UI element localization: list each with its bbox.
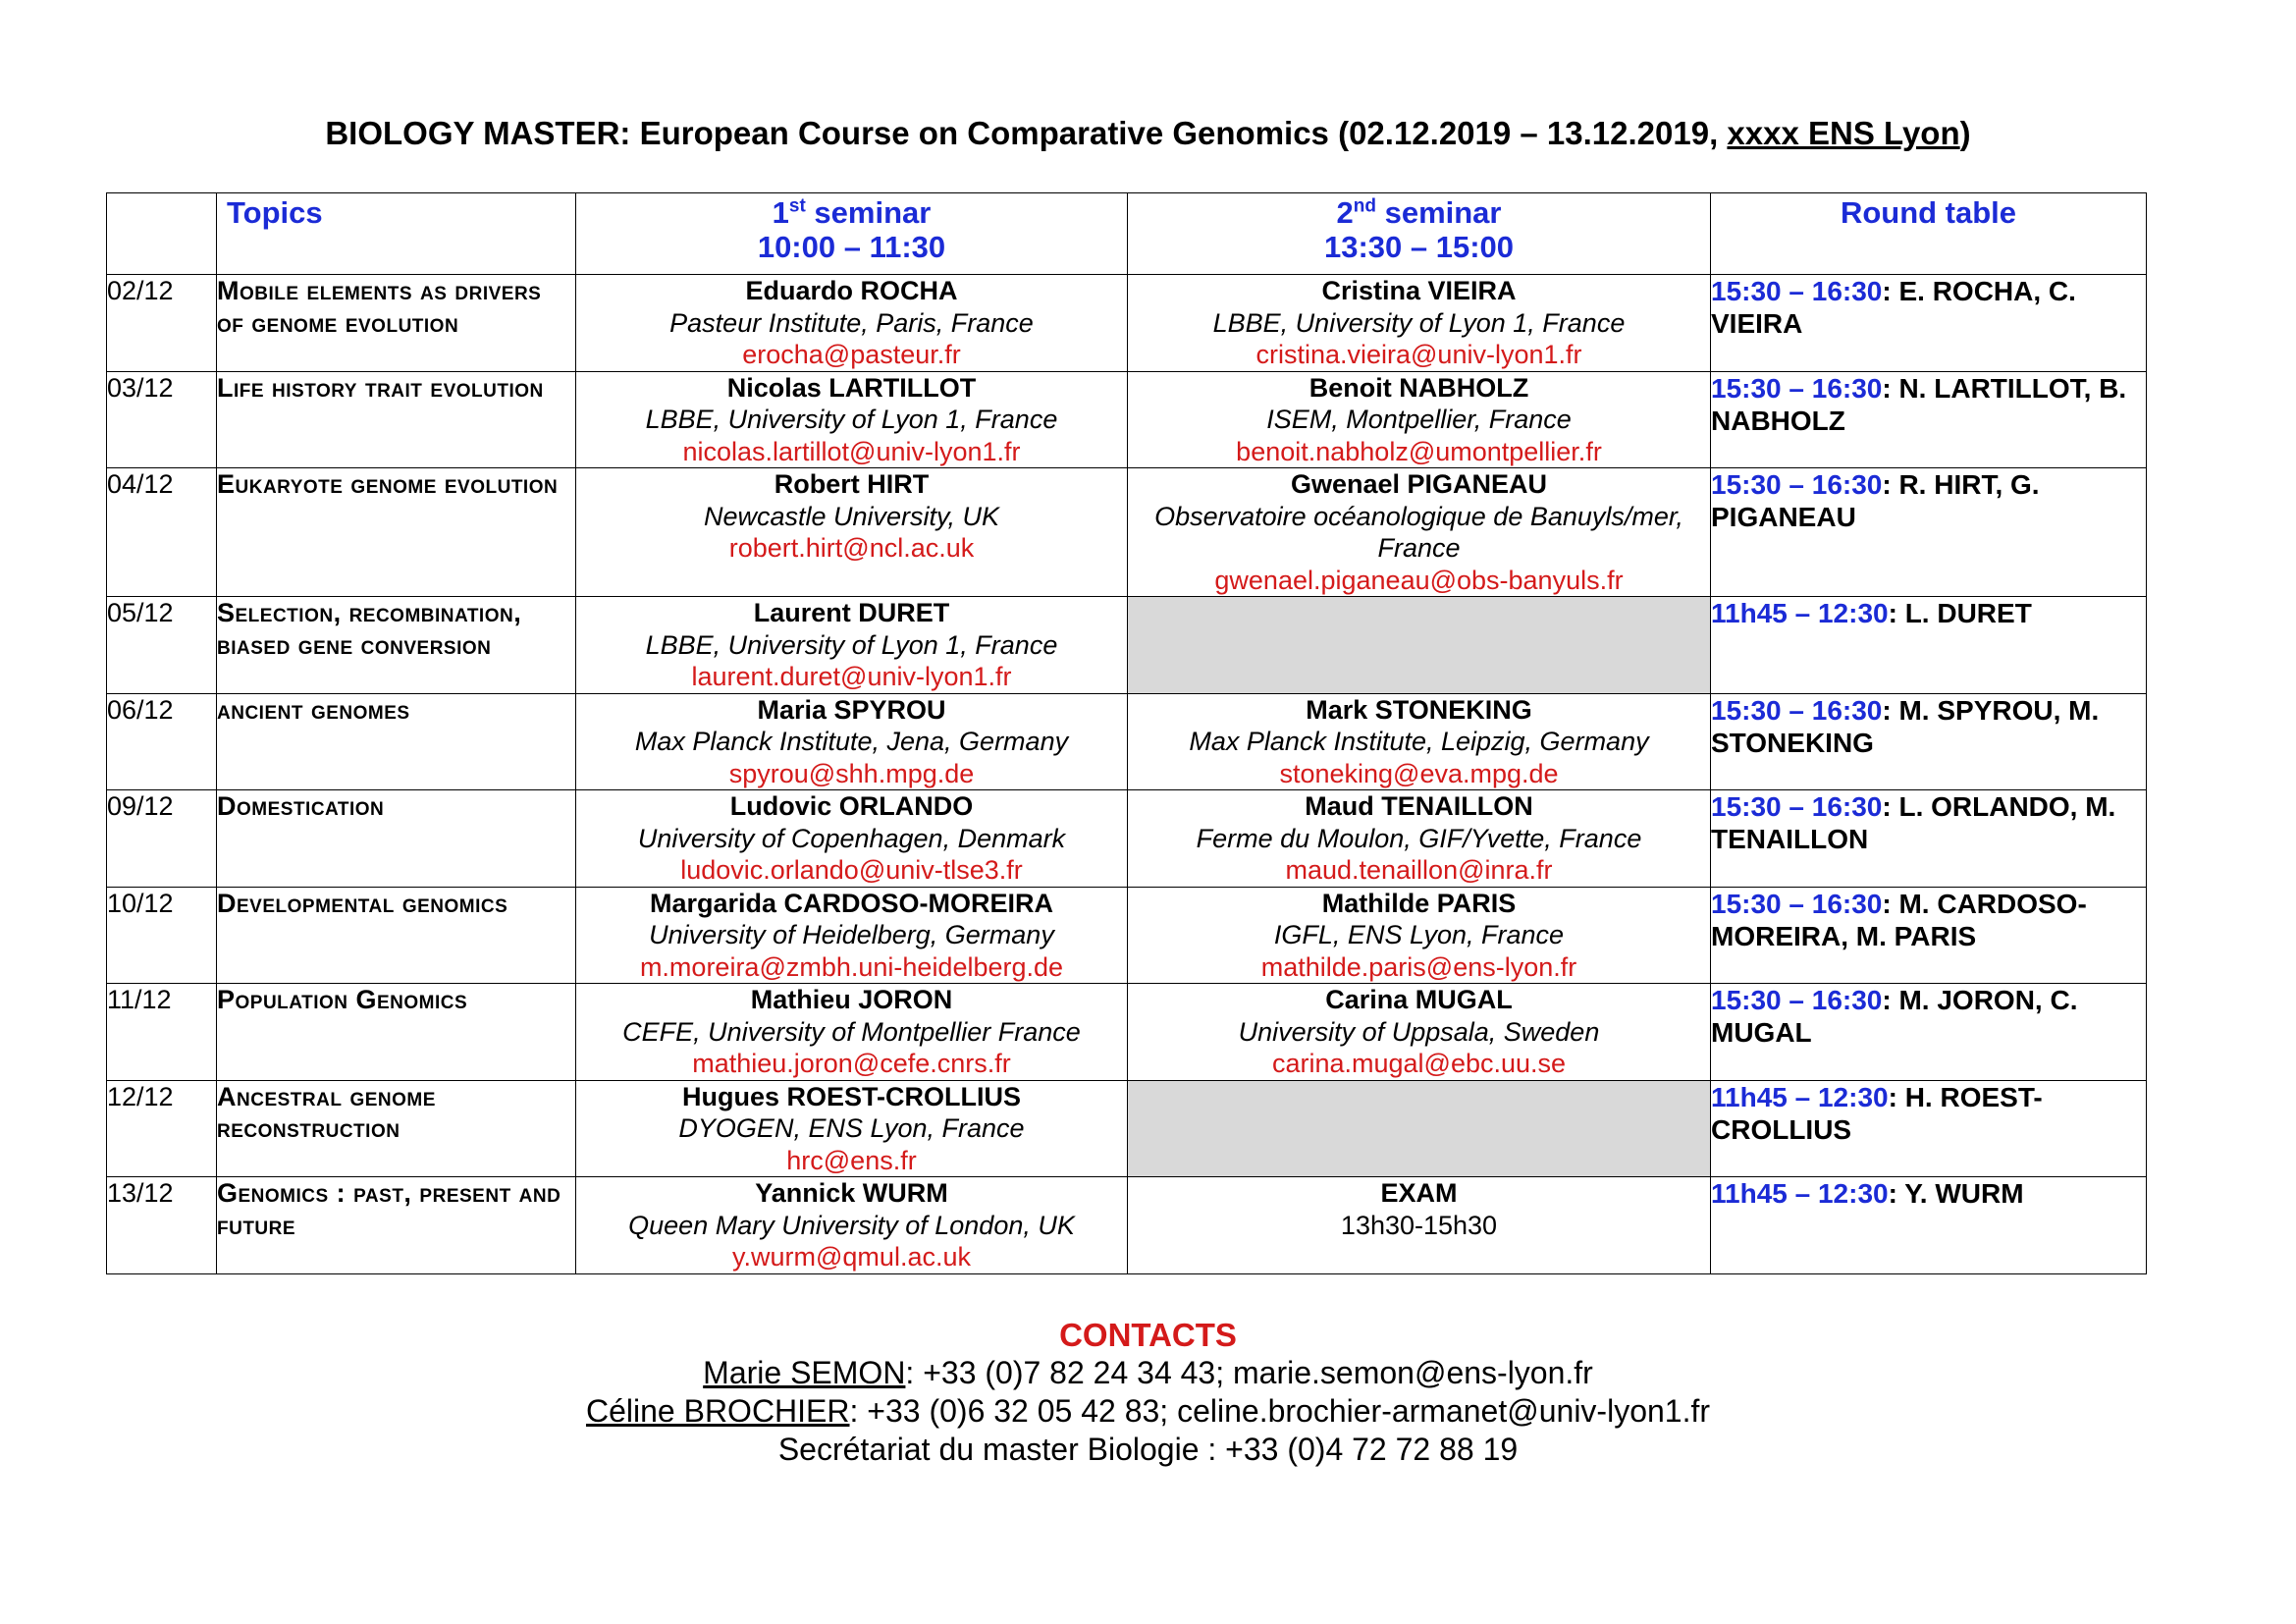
table-row <box>107 597 2147 694</box>
round-table-time: 11h45 – 12:30 <box>1711 1081 1889 1112</box>
round-table-time: 11h45 – 12:30 <box>1711 598 1889 628</box>
row-topic: Life history trait evolution <box>217 371 576 468</box>
round-table-speakers: : M. CARDOSO-MOREIRA, M. PARIS <box>1711 888 2087 951</box>
seminar-2-empty-cell <box>1128 597 1711 694</box>
row-topic: Developmental genomics <box>217 887 576 984</box>
round-table-time: 15:30 – 16:30 <box>1711 791 1883 822</box>
title-place: xxxx ENS Lyon <box>1727 115 1960 151</box>
table-row <box>107 371 2147 468</box>
seminar-1-time: 10:00 – 11:30 <box>757 230 946 264</box>
speaker-email[interactable]: m.moreira@zmbh.uni-heidelberg.de <box>639 951 1064 982</box>
speaker-name: Benoit NABHOLZ <box>1308 372 1529 403</box>
title-main: BIOLOGY MASTER: European Course on Comparative Genomics (02.12.2019 – 13.12.2019, <box>325 115 1728 151</box>
seminar-1-cell <box>576 371 1128 468</box>
speaker-name: Mark STONEKING <box>1306 694 1532 725</box>
round-table-cell <box>1711 1177 2147 1274</box>
row-date: 12/12 <box>107 1080 217 1177</box>
contacts-section <box>0 1316 2296 1469</box>
title-end: ) <box>1959 115 1971 151</box>
speaker-name: Cristina VIEIRA <box>1321 276 1517 305</box>
speaker-affiliation: Newcastle University, UK <box>703 501 1000 531</box>
speaker-email[interactable]: hrc@ens.fr <box>786 1145 917 1175</box>
round-table-speakers: : R. HIRT, G. PIGANEAU <box>1711 469 2040 532</box>
row-date: 11/12 <box>107 984 217 1081</box>
round-table-time: 15:30 – 16:30 <box>1711 276 1883 306</box>
speaker-affiliation: IGFL, ENS Lyon, France <box>1273 920 1565 949</box>
speaker-email[interactable]: gwenael.piganeau@obs-banyuls.fr <box>1214 565 1624 595</box>
speaker-affiliation: LBBE, University of Lyon 1, France <box>1212 307 1626 338</box>
round-table-speakers: : M. JORON, C. MUGAL <box>1711 985 2078 1048</box>
speaker-affiliation: University of Uppsala, Sweden <box>1238 1016 1600 1047</box>
table-row <box>107 275 2147 372</box>
round-table-time: 15:30 – 16:30 <box>1711 694 1883 726</box>
speaker-affiliation: LBBE, University of Lyon 1, France <box>645 629 1058 660</box>
speaker-email[interactable]: erocha@pasteur.fr <box>742 340 961 369</box>
row-date: 10/12 <box>107 887 217 984</box>
table-row <box>107 468 2147 597</box>
speaker-name: Maud TENAILLON <box>1305 791 1533 821</box>
seminar-1-cell <box>576 790 1128 888</box>
seminar-1-cell <box>576 468 1128 597</box>
seminar-1-cell <box>576 1080 1128 1177</box>
round-table-speakers: : L. ORLANDO, M. TENAILLON <box>1711 791 2116 854</box>
table-row <box>107 1177 2147 1274</box>
contact-name: Céline BROCHIER <box>585 1393 850 1429</box>
row-topic: Domestication <box>217 790 576 888</box>
speaker-affiliation: Max Planck Institute, Leipzig, Germany <box>1189 727 1649 756</box>
header-seminar-2: 2nd seminar 13:30 – 15:00 <box>1128 193 1711 275</box>
speaker-affiliation: CEFE, University of Montpellier France <box>622 1016 1081 1047</box>
round-table-speakers: : N. LARTILLOT, B. NABHOLZ <box>1711 372 2127 436</box>
header-date-cell <box>107 193 217 275</box>
row-date: 06/12 <box>107 693 217 790</box>
seminar-1-cell <box>576 693 1128 790</box>
round-table-cell <box>1711 275 2147 372</box>
speaker-email[interactable]: spyrou@shh.mpg.de <box>728 758 975 788</box>
table-row <box>107 887 2147 984</box>
seminar-2-cell <box>1128 984 1711 1081</box>
seminar-2-time: 13:30 – 15:00 <box>1323 230 1515 264</box>
round-table-cell <box>1711 371 2147 468</box>
speaker-affiliation: LBBE, University of Lyon 1, France <box>645 405 1058 434</box>
speaker-email[interactable]: mathieu.joron@cefe.cnrs.fr <box>692 1049 1011 1078</box>
speaker-name: Eduardo ROCHA <box>745 276 958 305</box>
round-table-cell <box>1711 887 2147 984</box>
round-table-speakers: : H. ROEST-CROLLIUS <box>1711 1081 2043 1145</box>
row-topic: Selection, recombination, biased gene conversion <box>217 597 576 694</box>
seminar-2-cell <box>1128 693 1711 790</box>
secretariat-line: Secrétariat du master Biologie : +33 (0)4 72 72 88 19 <box>777 1432 1519 1467</box>
seminar-2-cell <box>1128 887 1711 984</box>
row-topic: Genomics : past, present and future <box>217 1177 576 1274</box>
speaker-name: Carina MUGAL <box>1325 985 1513 1014</box>
round-table-cell <box>1711 1080 2147 1177</box>
row-topic: Population Genomics <box>217 984 576 1081</box>
round-table-time: 15:30 – 16:30 <box>1711 372 1883 404</box>
speaker-email[interactable]: stoneking@eva.mpg.de <box>1279 758 1559 788</box>
round-table-time: 15:30 – 16:30 <box>1711 985 1883 1015</box>
speaker-affiliation: Max Planck Institute, Jena, Germany <box>634 727 1069 756</box>
speaker-email[interactable]: cristina.vieira@univ-lyon1.fr <box>1255 340 1582 369</box>
header-seminar-1: 1st seminar 10:00 – 11:30 <box>576 193 1128 275</box>
speaker-affiliation: University of Heidelberg, Germany <box>649 920 1054 949</box>
seminar-2-empty-cell <box>1128 1080 1711 1177</box>
speaker-email[interactable]: benoit.nabholz@umontpellier.fr <box>1236 436 1602 466</box>
speaker-affiliation: Queen Mary University of London, UK <box>628 1210 1075 1240</box>
table-row <box>107 984 2147 1081</box>
seminar-2-cell <box>1128 275 1711 372</box>
contact-details[interactable]: : +33 (0)6 32 05 42 83; celine.brochier-armanet@univ-lyon1.fr <box>849 1393 1711 1429</box>
row-date: 09/12 <box>107 790 217 888</box>
speaker-name: Ludovic ORLANDO <box>729 791 974 821</box>
round-table-time: 15:30 – 16:30 <box>1711 469 1883 500</box>
row-topic: Ancestral genome reconstruction <box>217 1080 576 1177</box>
row-topic: Eukaryote genome evolution <box>217 468 576 597</box>
round-table-cell <box>1711 597 2147 694</box>
exam-cell <box>1128 1177 1711 1274</box>
round-table-time: 11h45 – 12:30 <box>1711 1178 1889 1209</box>
row-date: 13/12 <box>107 1177 217 1274</box>
seminar-1-cell <box>576 597 1128 694</box>
speaker-name: Robert HIRT <box>774 469 930 499</box>
speaker-name: Nicolas LARTILLOT <box>726 372 977 403</box>
round-table-speakers: : Y. WURM <box>1888 1178 2024 1209</box>
speaker-name: Mathieu JORON <box>750 985 953 1014</box>
table-header-row <box>107 193 2147 275</box>
row-topic: Mobile elements as drivers of genome evolution <box>217 275 576 372</box>
contact-name: Marie SEMON <box>703 1355 906 1390</box>
row-date: 04/12 <box>107 468 217 597</box>
speaker-name: Yannick WURM <box>755 1178 948 1208</box>
seminar-1-cell <box>576 984 1128 1081</box>
round-table-cell <box>1711 693 2147 790</box>
row-topic: ancient genomes <box>217 693 576 790</box>
round-table-cell <box>1711 984 2147 1081</box>
seminar-1-cell <box>576 275 1128 372</box>
speaker-name: Maria SPYROU <box>757 694 946 725</box>
seminar-2-cell <box>1128 371 1711 468</box>
seminar-2-cell <box>1128 468 1711 597</box>
speaker-affiliation: ISEM, Montpellier, France <box>1266 405 1572 434</box>
exam-label: EXAM <box>1380 1178 1458 1208</box>
speaker-affiliation: Ferme du Moulon, GIF/Yvette, France <box>1196 823 1642 853</box>
speaker-name: Gwenael PIGANEAU <box>1290 469 1548 499</box>
page-title <box>0 114 2296 153</box>
speaker-name: Hugues ROEST-CROLLIUS <box>681 1081 1021 1111</box>
round-table-cell <box>1711 790 2147 888</box>
exam-time: 13h30-15h30 <box>1340 1210 1498 1240</box>
speaker-affiliation: DYOGEN, ENS Lyon, France <box>678 1113 1025 1143</box>
row-date: 03/12 <box>107 371 217 468</box>
speaker-email[interactable]: nicolas.lartillot@univ-lyon1.fr <box>682 436 1021 466</box>
header-round-table: Round table <box>1711 193 2147 275</box>
speaker-email[interactable]: laurent.duret@univ-lyon1.fr <box>691 662 1012 691</box>
speaker-email[interactable]: carina.mugal@ebc.uu.se <box>1271 1049 1567 1078</box>
contact-details[interactable]: : +33 (0)7 82 24 34 43; marie.semon@ens-lyon.fr <box>905 1355 1593 1390</box>
contact-line <box>0 1392 2296 1431</box>
row-date: 05/12 <box>107 597 217 694</box>
row-date: 02/12 <box>107 275 217 372</box>
table-row <box>107 790 2147 888</box>
speaker-email[interactable]: ludovic.orlando@univ-tlse3.fr <box>680 855 1023 885</box>
speaker-email[interactable]: y.wurm@qmul.ac.uk <box>732 1242 971 1272</box>
table-row <box>107 693 2147 790</box>
round-table-speakers: : E. ROCHA, C. VIEIRA <box>1711 276 2076 339</box>
seminar-2-cell <box>1128 790 1711 888</box>
contacts-heading: CONTACTS <box>1059 1317 1237 1353</box>
round-table-speakers: : L. DURET <box>1888 598 2032 628</box>
speaker-email[interactable]: mathilde.paris@ens-lyon.fr <box>1260 951 1577 982</box>
header-topics: Topics <box>217 193 576 275</box>
table-row <box>107 1080 2147 1177</box>
round-table-time: 15:30 – 16:30 <box>1711 888 1883 919</box>
schedule-table <box>106 192 2147 1274</box>
speaker-affiliation: University of Copenhagen, Denmark <box>637 823 1066 853</box>
round-table-cell <box>1711 468 2147 597</box>
seminar-1-cell <box>576 887 1128 984</box>
seminar-1-cell <box>576 1177 1128 1274</box>
speaker-email[interactable]: maud.tenaillon@inra.fr <box>1285 855 1553 885</box>
speaker-affiliation: Pasteur Institute, Paris, France <box>669 307 1034 338</box>
speaker-name: Laurent DURET <box>753 598 950 627</box>
speaker-name: Mathilde PARIS <box>1321 888 1517 918</box>
speaker-email[interactable]: robert.hirt@ncl.ac.uk <box>728 533 975 563</box>
speaker-affiliation: Observatoire océanologique de Banuyls/mer, France <box>1154 501 1683 563</box>
contact-line <box>0 1354 2296 1392</box>
speaker-name: Margarida CARDOSO-MOREIRA <box>649 888 1054 918</box>
round-table-speakers: : M. SPYROU, M. STONEKING <box>1711 694 2100 758</box>
